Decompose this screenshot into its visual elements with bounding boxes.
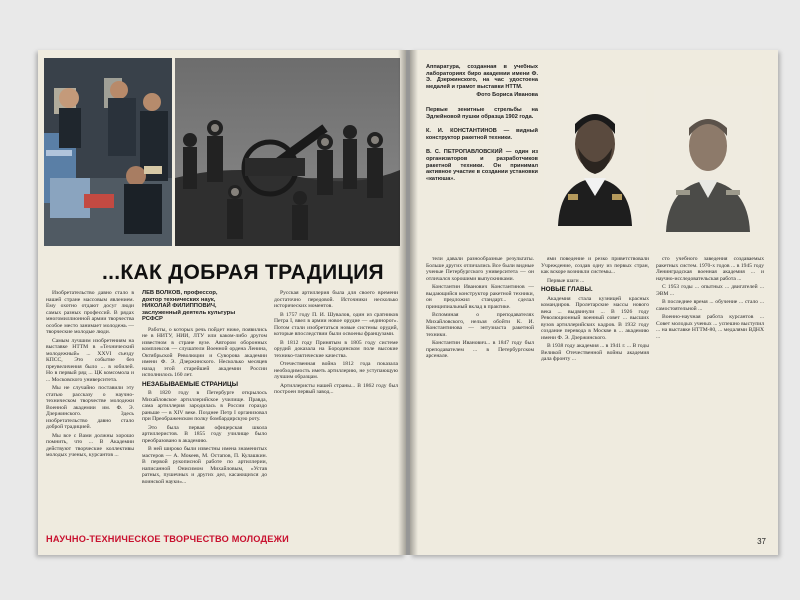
subheading: НОВЫЕ ГЛАВЫ. <box>541 286 593 293</box>
left-column-3 <box>274 290 398 548</box>
caption: К. И. КОНСТАНТИНОВ — видный конструктор ракетной техники. <box>426 128 538 141</box>
book-gutter <box>398 50 418 555</box>
paragraph: Самым лучшим изобретениям на выставке НТТМ в «Технический молодежный» ... XXVI съезду КПСС, Это событие без преувеличения было ... в юбилей. Но в первый ряд ... ЦК комсомола и ... Московского университета. <box>46 337 134 383</box>
caption: Первые зенитные стрельбы на Эдлейновой пушки образца 1902 года. <box>426 106 538 120</box>
photo-field-cannon <box>175 58 400 246</box>
caption: Аппаратура, созданная в учебных лабораториях биро академии имени Ф. Э. Дзержинского, на час удостоена медалей и грамот выставки НТТМ. <box>426 64 538 90</box>
author-line: НИКОЛАЙ ФИЛИППОВИЧ, <box>142 303 217 310</box>
caption-credit: Фото Бориса Иванова <box>476 92 538 99</box>
author-line: заслуженный деятель культуры <box>142 309 236 316</box>
paragraph: сто учебного заведения создаваемых ракетных систем. 1970-х годов ... в 1945 году Ленинградская военная академия ... и научно-исследовательская работа ... <box>656 256 764 282</box>
paragraph: ями поведение и резко приветствовали Учреждение, создав одну из первых стран, как вскоре возникли системы... <box>541 256 649 275</box>
page-headline: ...КАК ДОБРАЯ ТРАДИЦИЯ <box>102 261 384 284</box>
left-column-2 <box>142 290 267 530</box>
paragraph: тели давали разнообразные результаты. Больше других отличались Все были видные ученые Петербургского университета — он отличался хорошими выпускниками. <box>426 256 534 282</box>
left-column-1 <box>46 290 134 530</box>
paragraph: Военно-научная работа курсантов ... Совет молодых ученых ... успешно выступил ... на выставке НТТМ-80, ... медалями ВДНХ ... <box>656 314 764 340</box>
caption: В. С. ПЕТРОПАВЛОВСКИЙ — один из организаторов и разработчиков ракетной техники. Он принимал активное участие в создании установки «катюша». <box>426 149 538 182</box>
paragraph: В ней широко были известны имена знаменитых мастеров — А. Мокеев, М. Остапов, П. Кулашкин. В первой рукописной работе по артиллерии, написанной Онисимом Михайловым, «Устав ратных, пушечных и других дел, касающихся до воинской науки»... <box>142 446 267 485</box>
paragraph: Константин Иванович... в 1847 году был преподавателем ... в Петербургском арсенале. <box>426 340 534 359</box>
paragraph: Константин Иванович Константинов — выдающийся конструктор ракетной техники, он предложил стандарт... сделал принципиальный вклад в практике. <box>426 284 534 310</box>
paragraph: Вспоминая о преподавателях Михайловского, нельзя обойти К. И. Константинова — энтузиаста ракетной техники. <box>426 312 534 338</box>
paragraph: Академия стала кузницей красных командиров. Пролетарские массы нового века ... выдвинули ... В 1926 году Революционный военный совет ... высших вузов артиллерийских кадров. В 1932 году создание перевода в Москве в ... академию имени Ф. Э. Дзержинского. <box>541 295 649 341</box>
paragraph: Артиллеристы нашей страны... В 1862 году был построен первый завод... <box>274 382 398 395</box>
paragraph: В 1938 году академия ... в 1941 г. ... В годы Великой Отечественной войны академия дала фронту ... <box>541 343 649 362</box>
author-line: РСФСР <box>142 316 163 323</box>
paragraph: Первые шаги ... <box>547 277 585 284</box>
author-line: доктор технических наук, <box>142 296 216 303</box>
page-number: 37 <box>757 537 766 546</box>
paragraph: Мы не случайно поставили эту статью рассказу о научно-техническом творчестве молодежи Военной академии им. Ф. Э. Дзержинского. Здесь изобретательство давно стало доброй традицией. <box>46 385 134 430</box>
paragraph: Это была первая офицерская школа артиллеристов. В 1855 году училище было преобразовано в академию. <box>142 424 267 444</box>
paragraph: Работы, о которых речь пойдет ниже, появились не в НИТУ, НИИ, ЛТУ или каком-либо другом известном в стране вузе. Автором оборонных комплексов — слушатели Военной ордена Ленина, Октябрьской Революции и Суворова академии имени Ф. Э. Дзержинского. Несколько месяцев назад этой старейшей академии России исполнилось 160 лет. <box>142 326 267 379</box>
photo-caption-block <box>426 64 538 249</box>
paragraph: Изобретательство давно стало в нашей стране массовым явлением. Ему охотно отдают досуг люди самых разных профессий. В рядах многомиллионной армии творчества особое место занимает молодежь — творческие молодые люди. <box>46 290 134 335</box>
magazine-spread <box>38 50 778 555</box>
paragraph: Отечественная война 1812 года показала необходимость иметь артиллерию, не уступающую лучшим образцам. <box>274 361 398 380</box>
author-line: ЛЕВ ВОЛКОВ, профессор, <box>142 290 218 296</box>
right-column-3 <box>656 256 764 536</box>
left-page <box>38 50 406 555</box>
right-page <box>410 50 778 555</box>
right-column-1 <box>426 256 534 546</box>
paragraph: Русская артиллерия была для своего времени достаточно передовой. Источники несколько исторических моментов. <box>274 290 398 309</box>
portrait-konstantinov <box>544 86 646 226</box>
subheading: НЕЗАБЫВАЕМЫЕ СТРАНИЦЫ <box>142 380 238 388</box>
paragraph: С 1953 годы ... опытных ... двигателей ... ЭВМ ... <box>656 284 764 297</box>
paragraph: Мы все с Вами должны хорошо помнить, что ... В Академии действуют творческие коллективы молодых ученых, курсантов ... <box>46 432 134 458</box>
section-strap: НАУЧНО-ТЕХНИЧЕСКОЕ ТВОРЧЕСТВО МОЛОДЕЖИ <box>46 534 289 544</box>
paragraph: В последнее время ... обучение ... стало ... самостоятельной ... <box>656 299 764 312</box>
portrait-petropavlovsky <box>654 86 762 232</box>
paragraph: В 1820 году в Петербурге открылось Михайловское артиллерийское училище. Правда, сама артиллерия зародилась в России гораздо раньше — в XIV веке. Позднее Петр I организовал при Преображенском полку бомбардирскую роту. <box>142 390 267 423</box>
author-byline <box>142 290 267 323</box>
photo-lab-equipment <box>44 58 172 246</box>
paragraph: В 1812 году Принятым в 1805 году системе орудий доказала на Бородинском поле высокие технико-тактические качества. <box>274 339 398 359</box>
paragraph: В 1757 году П. И. Шувалов, один из сратников Петра I, ввел в армии новое орудие — «единорог». Потом стали изобретаться новые системы орудий, которые впоследствии были освоены французами. <box>274 311 398 337</box>
right-column-2 <box>541 256 649 546</box>
